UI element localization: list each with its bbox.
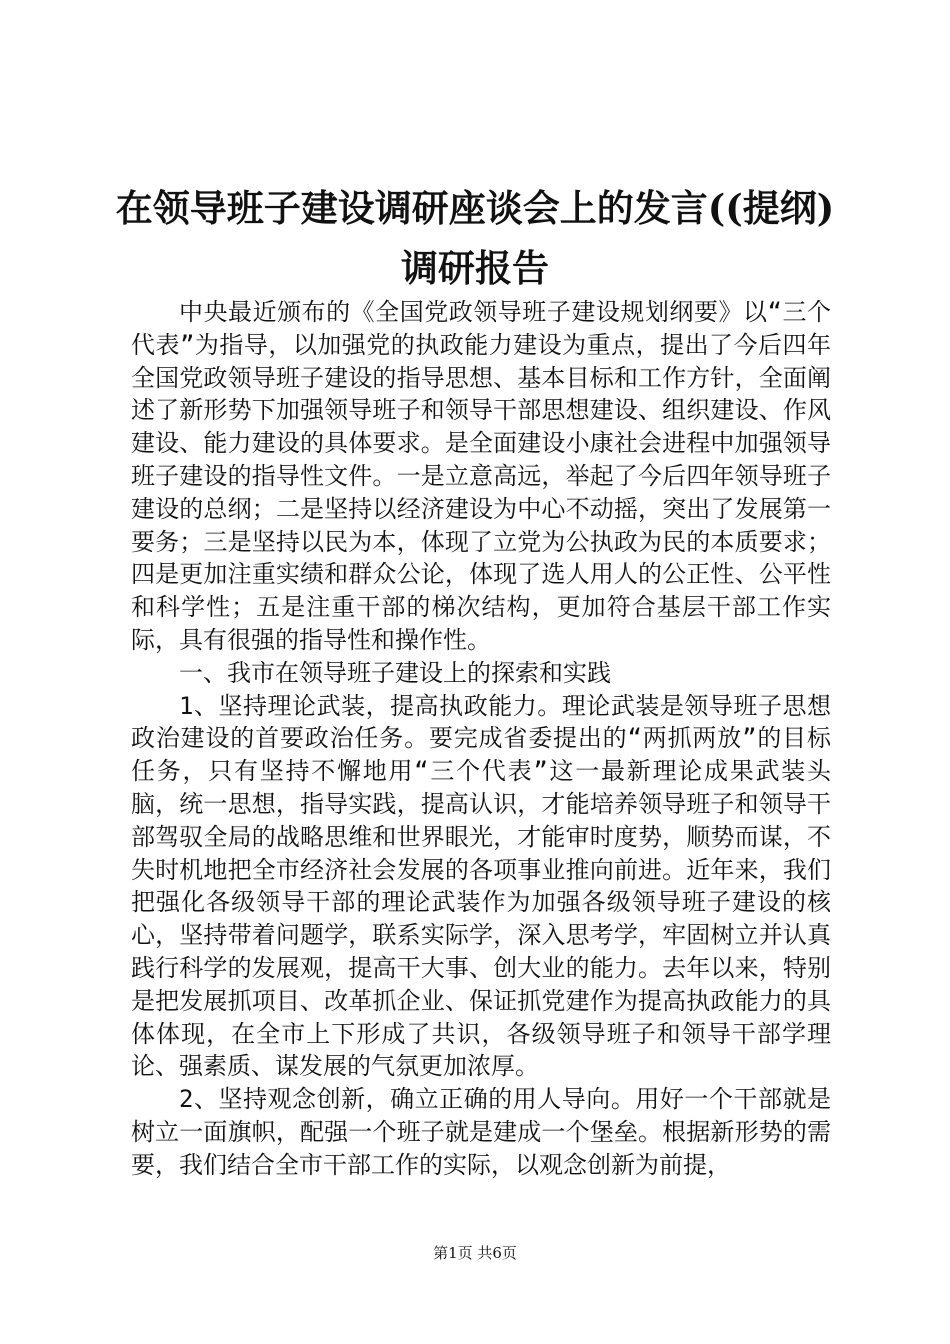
body-paragraph: 1、坚持理论武装，提高执政能力。理论武装是领导班子思想政治建设的首要政治任务。要完成省委提出的“两抓两放”的目标任务，只有坚持不懈地用“三个代表”这一最新理论成果武装头脑，统一思想，指导实践，提高认识，才能培养领导班子和领导干部驾驭全局的战略思维和世界眼光，才能审时度势，顺势而谋，不失时机地把全市经济社会发展的各项事业推向前进。近年来，我们把强化各级领导干部的理论武装作为加强各级领导班子建设的核心，坚持带着问题学，联系实际学，深入思考学，牢固树立并认真践行科学的发展观，提高干大事、创大业的能力。去年以来，特别是把发展抓项目、改革抓企业、保证抓党建作为提高执政能力的具体体现，在全市上下形成了共识，各级领导班子和领导干部学理论、强素质、谋发展的气氛更加浓厚。 [131, 691, 831, 1081]
page-footer: 第1页 共6页 [433, 1244, 517, 1262]
intro-paragraph: 中央最近颁布的《全国党政领导班子建设规划纲要》以“三个代表”为指导，以加强党的执政能力建设为重点，提出了今后四年全国党政领导班子建设的指导思想、基本目标和工作方针，全面阐述了新形势下加强领导班子和领导干部思想建设、组织建设、作风建设、能力建设的具体要求。是全面建设小康社会进程中加强领导班子建设的指导性文件。一是立意高远，举起了今后四年领导班子建设的总纲；二是坚持以经济建设为中心不动摇，突出了发展第一要务；三是坚持以民为本，体现了立党为公执政为民的本质要求；四是更加注重实绩和群众公论，体现了选人用人的公正性、公平性和科学性；五是注重干部的梯次结构，更加符合基层干部工作实际，具有很强的指导性和操作性。 [131, 298, 831, 654]
document-title-line-1: 在领导班子建设调研座谈会上的发言((提纲) [115, 186, 835, 230]
document-title-line-2: 调研报告 [401, 246, 549, 290]
document-body [131, 296, 831, 1182]
section-heading: 一、我市在领导班子建设上的探索和实践 [179, 658, 611, 687]
body-paragraph: 2、坚持观念创新，确立正确的用人导向。用好一个干部就是树立一面旗帜，配强一个班子就是建成一个堡垒。根据新形势的需要，我们结合全市干部工作的实际，以观念创新为前提， [131, 1085, 831, 1179]
